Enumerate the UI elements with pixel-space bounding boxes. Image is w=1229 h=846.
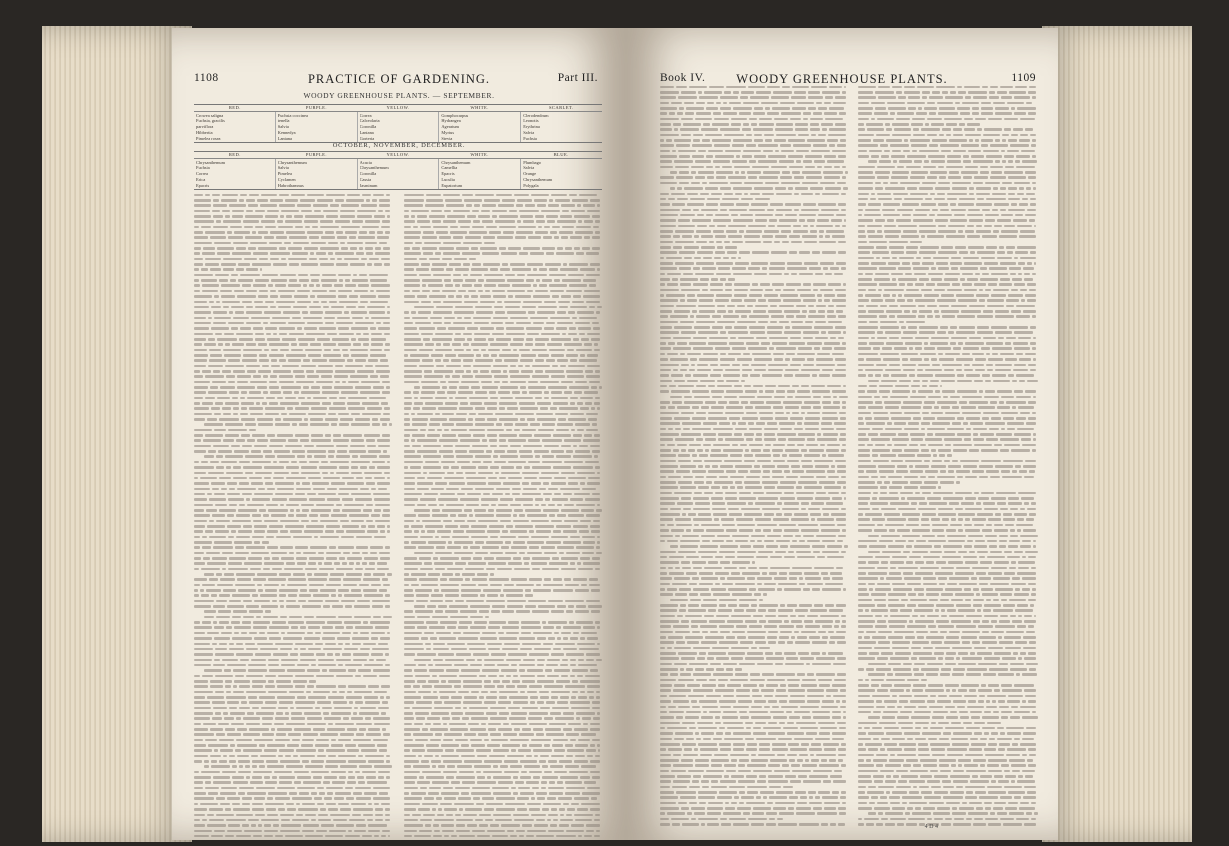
text-line — [660, 137, 848, 142]
table-cell: Hydrangea — [441, 118, 461, 124]
text-line — [660, 212, 848, 217]
table-column — [439, 112, 521, 143]
table-column — [194, 112, 276, 143]
text-line — [660, 415, 848, 420]
table-cell: Salvia — [523, 165, 535, 171]
text-line — [660, 570, 848, 575]
table-cell: Gomphocarpus — [441, 112, 469, 118]
text-line — [194, 459, 392, 464]
table-header: SCARLET. — [548, 105, 574, 110]
text-line — [660, 538, 848, 543]
text-line — [404, 475, 602, 480]
table-cell: tenella — [277, 118, 290, 124]
text-line — [660, 228, 848, 233]
page-number: 1109 — [1011, 72, 1036, 84]
page-number: 1108 — [194, 72, 219, 84]
text-line — [404, 523, 602, 528]
text-line — [858, 570, 1038, 575]
text-line — [194, 197, 392, 202]
table-cell: Chrysanthemum — [523, 176, 553, 182]
text-line — [858, 228, 1038, 233]
text-line — [858, 447, 1038, 452]
text-line — [660, 367, 848, 372]
table-cell: Salvia — [277, 124, 289, 130]
text-line — [858, 538, 1038, 543]
table-cell: Plumbago — [523, 159, 541, 165]
text-line — [404, 304, 602, 309]
text-line — [194, 229, 392, 234]
text-line — [404, 384, 602, 389]
printer-signature: 4 D 4 — [924, 824, 938, 830]
text-line — [858, 351, 1038, 356]
text-line — [858, 212, 1038, 217]
table-cell: Leonotis — [523, 118, 539, 124]
text-line — [660, 805, 848, 810]
body-text-column-right-2 — [858, 84, 1038, 827]
text-line — [660, 757, 848, 762]
text-line — [660, 506, 848, 511]
text-line — [194, 400, 392, 405]
text-line — [858, 741, 1038, 746]
text-line — [194, 288, 392, 293]
table-cell: Lantana — [277, 135, 292, 141]
table-cell: Chrysanthemum — [359, 165, 389, 171]
text-line — [194, 801, 392, 806]
text-line — [404, 726, 602, 731]
text-line — [194, 213, 392, 218]
text-line — [404, 416, 602, 421]
text-line — [194, 523, 392, 528]
text-line — [858, 244, 1038, 249]
text-line — [858, 399, 1038, 404]
text-line — [404, 197, 602, 202]
text-line — [194, 571, 392, 576]
text-line — [858, 725, 1038, 730]
table-cell: Salvia — [523, 129, 535, 135]
text-line — [194, 694, 392, 699]
text-line — [404, 272, 602, 277]
text-line — [660, 634, 848, 639]
text-line — [194, 758, 392, 763]
text-line — [858, 757, 1038, 762]
text-line — [858, 180, 1038, 185]
text-line — [660, 180, 848, 185]
text-line — [858, 602, 1038, 607]
text-line — [858, 335, 1038, 340]
text-line — [858, 634, 1038, 639]
text-line — [858, 618, 1038, 623]
text-line — [660, 335, 848, 340]
table-cell: Correa — [359, 112, 372, 118]
table-cell: Myrtus — [441, 129, 455, 135]
text-line — [660, 351, 848, 356]
text-line — [660, 292, 848, 297]
text-line — [404, 694, 602, 699]
text-line — [404, 801, 602, 806]
text-line — [660, 789, 848, 794]
table-column — [521, 159, 602, 190]
section-title-oct-dec: OCTOBER, NOVEMBER, DECEMBER. — [332, 142, 466, 149]
table-cell: Orange — [523, 171, 537, 177]
text-line — [194, 507, 392, 512]
text-line — [194, 710, 392, 715]
table-cell: Stevia — [441, 135, 453, 141]
text-line — [404, 245, 602, 250]
text-line — [858, 308, 1038, 313]
text-line — [660, 522, 848, 527]
table-cell: Fuchsia — [196, 165, 210, 171]
text-line — [404, 229, 602, 234]
table-header: YELLOW. — [386, 105, 410, 110]
flower-table-september — [194, 104, 602, 143]
text-line — [194, 320, 392, 325]
table-cell: Cyclamen — [277, 176, 296, 182]
text-line — [194, 587, 392, 592]
text-line — [194, 555, 392, 560]
text-line — [194, 245, 392, 250]
text-line — [194, 726, 392, 731]
body-text-column-left-1 — [194, 192, 392, 839]
text-line — [404, 678, 602, 683]
text-line — [660, 618, 848, 623]
text-line — [660, 89, 848, 94]
table-cell: Chrysanthemum — [196, 159, 226, 165]
text-line — [858, 260, 1038, 265]
table-cell: Coronilla — [359, 124, 377, 130]
text-line — [660, 383, 848, 388]
table-cell: Chrysanthemum — [277, 159, 307, 165]
text-line — [194, 614, 392, 619]
table-header: BLUE. — [553, 152, 569, 157]
right-page — [626, 28, 1058, 840]
text-line — [660, 602, 848, 607]
text-line — [404, 443, 602, 448]
part-label: Part III. — [557, 72, 598, 84]
text-line — [404, 710, 602, 715]
text-line — [858, 650, 1038, 655]
body-text-column-right-1 — [660, 84, 848, 827]
text-line — [858, 276, 1038, 281]
text-line — [660, 105, 848, 110]
table-header: WHITE. — [470, 152, 489, 157]
text-line — [858, 586, 1038, 591]
text-line — [194, 833, 392, 838]
table-cell: Lantana — [359, 129, 374, 135]
table-cell: Fuchsia, gracilis — [196, 118, 225, 124]
right-fore-edge — [1042, 26, 1192, 842]
text-line — [404, 320, 602, 325]
text-line — [858, 415, 1038, 420]
text-line — [194, 646, 392, 651]
text-line — [404, 646, 602, 651]
text-line — [660, 741, 848, 746]
text-line — [194, 336, 392, 341]
text-line — [194, 272, 392, 277]
text-line — [404, 336, 602, 341]
table-cell: Ageratum — [441, 124, 459, 130]
text-line — [858, 463, 1038, 468]
flower-table-oct-dec — [194, 151, 602, 190]
text-line — [858, 693, 1038, 698]
text-line — [194, 817, 392, 822]
table-header: WHITE. — [470, 105, 489, 110]
table-column — [358, 159, 440, 190]
table-cell: Fuchsia coccinea — [277, 112, 308, 118]
table-cell: Pimelea — [277, 171, 292, 177]
left-fore-edge — [42, 26, 192, 842]
text-line — [404, 662, 602, 667]
table-cell: parviflora — [196, 124, 214, 130]
text-line — [660, 693, 848, 698]
running-title: PRACTICE OF GARDENING. — [307, 72, 491, 86]
text-line — [660, 121, 848, 126]
table-cell: Eupatorium — [441, 182, 463, 188]
table-cell: Camellia — [441, 165, 458, 171]
text-line — [858, 522, 1038, 527]
text-line — [194, 352, 392, 357]
table-cell: Salvia — [277, 165, 289, 171]
book-label: Book IV. — [660, 72, 706, 84]
text-line — [858, 196, 1038, 201]
text-line — [194, 662, 392, 667]
running-title: WOODY GREENHOUSE PLANTS. — [736, 72, 948, 86]
text-line — [194, 443, 392, 448]
text-line — [660, 399, 848, 404]
text-line — [404, 555, 602, 560]
text-line — [660, 447, 848, 452]
text-line — [660, 431, 848, 436]
table-cell: Clerodendrum — [523, 112, 549, 118]
table-header: YELLOW. — [386, 152, 410, 157]
table-header: RED. — [228, 152, 241, 157]
text-line — [858, 137, 1038, 142]
text-line — [194, 491, 392, 496]
table-cell: Habrothamnus — [277, 182, 304, 188]
text-line — [404, 507, 602, 512]
text-line — [194, 384, 392, 389]
text-line — [404, 459, 602, 464]
text-line — [660, 677, 848, 682]
table-header: PURPLE. — [305, 152, 327, 157]
text-line — [660, 773, 848, 778]
table-cell: Gorteria — [359, 135, 375, 141]
text-line — [404, 742, 602, 747]
text-line — [660, 260, 848, 265]
text-line — [404, 539, 602, 544]
text-line — [404, 213, 602, 218]
table-cell: Jasminum — [359, 182, 378, 188]
text-line — [660, 308, 848, 313]
table-cell: Erica — [196, 176, 206, 182]
text-line — [660, 586, 848, 591]
section-subheading: WOODY GREENHOUSE PLANTS. — SEPTEMBER. — [303, 91, 495, 100]
table-cell: Hibbertia — [196, 129, 213, 135]
text-line — [858, 431, 1038, 436]
text-line — [858, 506, 1038, 511]
table-cell: Cassia — [359, 176, 372, 182]
body-text-column-left-2 — [404, 192, 602, 839]
text-line — [660, 463, 848, 468]
text-line — [660, 709, 848, 714]
left-page — [172, 28, 626, 840]
text-line — [194, 416, 392, 421]
text-line — [404, 368, 602, 373]
text-line — [858, 292, 1038, 297]
text-line — [660, 650, 848, 655]
text-line — [404, 352, 602, 357]
table-cell: Coronilla — [359, 171, 377, 177]
text-line — [858, 367, 1038, 372]
table-cell: Fuchsia — [523, 135, 537, 141]
text-line — [404, 785, 602, 790]
text-line — [404, 630, 602, 635]
text-line — [858, 773, 1038, 778]
table-column — [276, 159, 358, 190]
text-line — [858, 164, 1038, 169]
text-line — [404, 833, 602, 838]
text-line — [404, 817, 602, 822]
text-line — [858, 821, 1038, 826]
table-cell: Crowea saligna — [196, 112, 224, 118]
table-column — [276, 112, 358, 143]
table-cell: Correa — [196, 171, 208, 177]
table-cell: Chrysanthemum — [441, 159, 471, 165]
text-line — [194, 368, 392, 373]
text-line — [194, 630, 392, 635]
table-header: PURPLE. — [305, 105, 327, 110]
table-cell: Polygala — [523, 182, 539, 188]
text-line — [404, 587, 602, 592]
table-column — [439, 159, 521, 190]
text-line — [404, 288, 602, 293]
table-cell: Luculia — [441, 176, 455, 182]
table-cell: Epacris — [441, 171, 455, 177]
text-line — [194, 742, 392, 747]
table-column — [358, 112, 440, 143]
table-cell: Erythrina — [523, 124, 540, 130]
table-column — [521, 112, 602, 143]
table-cell: Acacia — [359, 159, 372, 165]
text-line — [858, 789, 1038, 794]
text-line — [194, 475, 392, 480]
text-line — [194, 785, 392, 790]
text-line — [858, 105, 1038, 110]
table-header: RED. — [228, 105, 241, 110]
text-line — [660, 554, 848, 559]
text-line — [858, 89, 1038, 94]
text-line — [660, 479, 848, 484]
table-cell: Pimelea rosea — [196, 135, 221, 141]
text-line — [404, 491, 602, 496]
table-cell: Epacris — [196, 182, 210, 188]
text-line — [660, 164, 848, 169]
text-line — [404, 758, 602, 763]
text-line — [858, 805, 1038, 810]
text-line — [660, 821, 848, 826]
text-line — [404, 400, 602, 405]
text-line — [858, 554, 1038, 559]
table-cell: Kennedya — [277, 129, 296, 135]
table-column — [194, 159, 276, 190]
text-line — [858, 709, 1038, 714]
text-line — [660, 725, 848, 730]
text-line — [194, 304, 392, 309]
table-cell: Calceolaria — [359, 118, 380, 124]
